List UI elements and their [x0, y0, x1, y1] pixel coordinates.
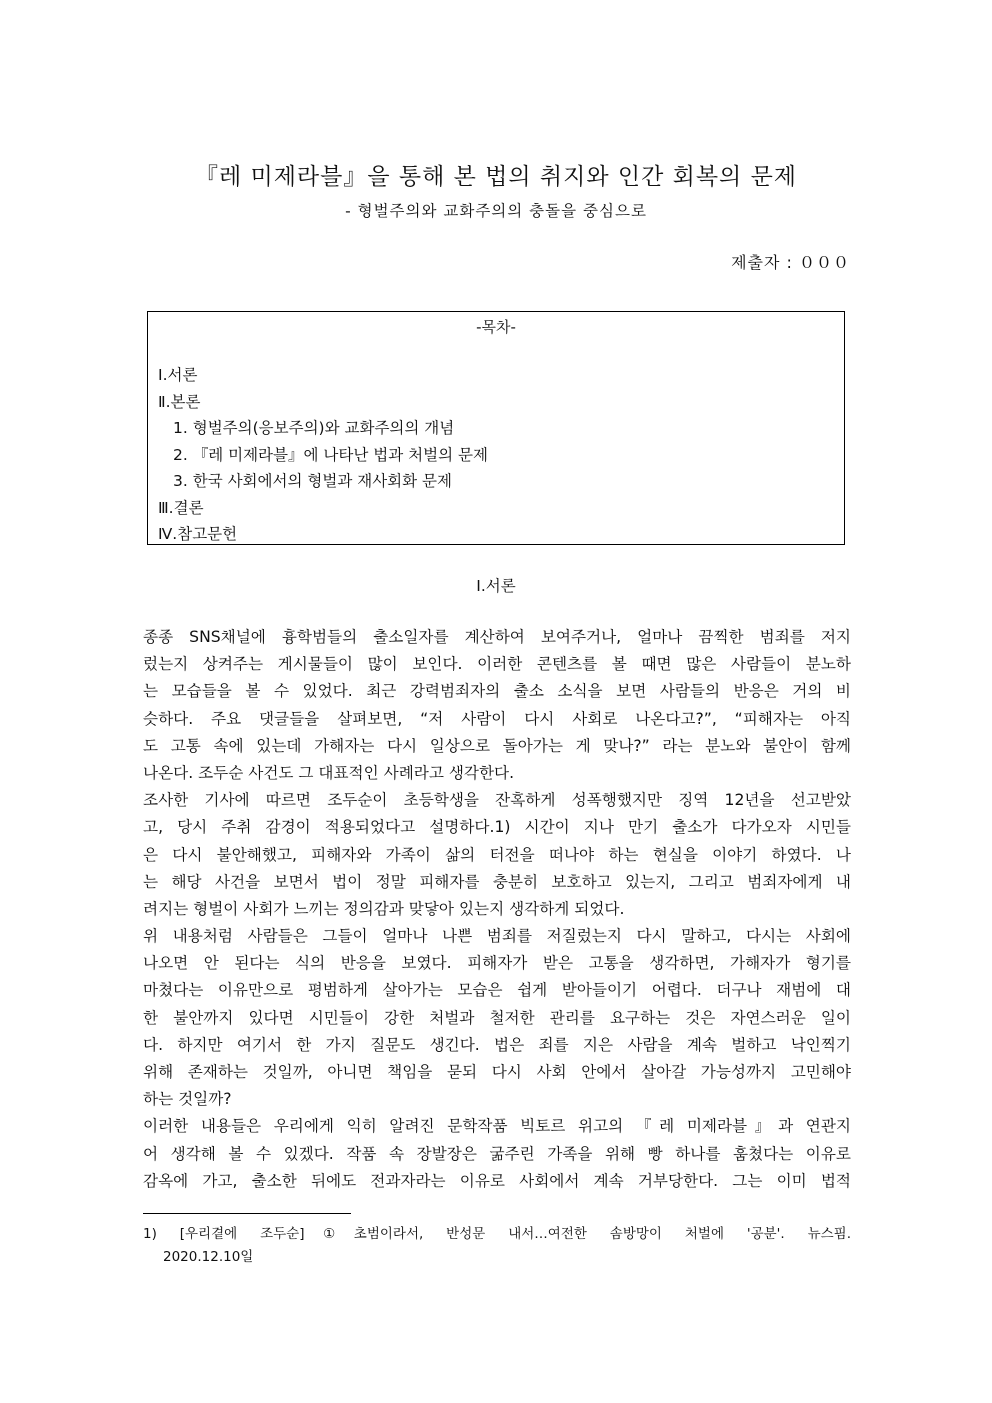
footnote-line: 2020.12.10일 — [163, 1249, 254, 1265]
toc-item-conclusion: Ⅲ.결론 — [158, 498, 204, 517]
toc-item-main-body: Ⅱ.본론 — [158, 392, 201, 411]
body-line: 위 내용처럼 사람들은 그들이 얼마나 나쁜 범죄를 저질렀는지 다시 말하고, 다시는 사회에 — [143, 927, 851, 946]
body-line: 마쳤다는 이유만으로 평범하게 살아가는 모습은 쉽게 받아들이기 어렵다. 더구나 재범에 대 — [143, 981, 851, 1000]
body-line: 감옥에 가고, 출소한 뒤에도 전과자라는 이유로 사회에서 계속 거부당한다. 그는 이미 법적 — [143, 1171, 851, 1190]
section-body — [143, 624, 851, 1195]
toc-item-concepts: 1. 형벌주의(응보주의)와 교화주의의 개념 — [173, 419, 455, 437]
body-line: 다. 하지만 여기서 한 가지 질문도 생긴다. 법은 죄를 지은 사람을 계속 벌하고 낙인찍기 — [143, 1035, 851, 1054]
toc-item-introduction: Ⅰ.서론 — [158, 366, 198, 384]
body-line: 조사한 기사에 따르면 조두순이 초등학생을 잔혹하게 성폭행했지만 징역 12년을 선고받았 — [143, 791, 851, 810]
footnote — [143, 1223, 851, 1269]
body-line: 하는 것일까? — [143, 1090, 232, 1109]
toc-list — [158, 362, 488, 548]
body-line: 고, 당시 주취 감경이 적용되었다고 설명하다.1) 시간이 지나 만기 출소가 다가오자 시민들 — [143, 818, 851, 837]
body-line: 종종 SNS채널에 흉학범들의 출소일자를 계산하여 보여주거나, 얼마나 끔찍한 범죄를 저지 — [143, 628, 851, 646]
toc-item-korean-society: 3. 한국 사회에서의 형벌과 재사회화 문제 — [173, 472, 452, 490]
toc-item-references: Ⅳ.참고문헌 — [158, 525, 238, 543]
body-line: 나온다. 조두순 사건도 그 대표적인 사례라고 생각한다. — [143, 763, 515, 782]
author-line: 제출자 : ０００ — [731, 253, 850, 272]
body-line: 는 해당 사건을 보면서 법이 정말 피해자를 충분히 보호하고 있는지, 그리고 범죄자에게 내 — [143, 872, 851, 891]
body-line: 이러한 내용들은 우리에게 익히 알려진 문학작품 빅토르 위고의 『레 미제라블』과 연관지 — [143, 1117, 851, 1136]
toc-item-les-miserables: 2. 『레 미제라블』에 나타난 법과 처벌의 문제 — [173, 445, 488, 464]
body-line: 는 모습들을 볼 수 있었다. 최근 강력범죄자의 출소 소식을 보면 사람들의 반응은 거의 비 — [143, 682, 851, 701]
body-line: 은 다시 불안해했고, 피해자와 가족이 삶의 터전을 떠나야 하는 현실을 이야기 하였다. 나 — [143, 845, 851, 864]
body-line: 한 불안까지 있다면 시민들이 강한 처벌과 철저한 관리를 요구하는 것은 자연스러운 일이 — [143, 1008, 851, 1027]
body-line: 어 생각해 볼 수 있겠다. 작품 속 장발장은 굶주린 가족을 위해 빵 하나를 훔쳤다는 이유로 — [143, 1144, 851, 1163]
table-of-contents — [147, 311, 845, 545]
section-heading: Ⅰ.서론 — [476, 577, 516, 595]
body-line: 렀는지 상켜주는 게시물들이 많이 보인다. 이러한 콘텐츠를 볼 때면 많은 사람들이 분노하 — [143, 655, 851, 674]
document-title: 『레 미제라블』을 통해 본 법의 취지와 인간 회복의 문제 — [194, 164, 798, 190]
body-line: 위해 존재하는 것일까, 아니면 책임을 묻되 다시 사회 안에서 살아갈 가능성까지 고민해야 — [143, 1063, 851, 1081]
footnote-divider — [143, 1213, 351, 1214]
body-line: 려지는 형벌이 사회가 느끼는 정의감과 맞닿아 있는지 생각하게 되었다. — [143, 899, 625, 918]
body-line: 슷하다. 주요 댓글들을 살펴보면, “저 사람이 다시 사회로 나온다고?”, “피해자는 아직 — [143, 709, 851, 728]
document-subtitle: - 형벌주의와 교화주의의 충돌을 중심으로 — [345, 202, 647, 220]
body-line: 도 고통 속에 있는데 가해자는 다시 일상으로 돌아가는 게 맞나?” 라는 분노와 불안이 함께 — [143, 736, 851, 755]
body-line: 나오면 안 된다는 식의 반응을 보였다. 피해자가 받은 고통을 생각하면, 가해자가 형기를 — [143, 954, 851, 973]
footnote-line: 1) [우리곁에 조두순]①초범이라서, 반성문 내서…여전한 솜방망이 처벌에 '공분'. 뉴스핌. — [143, 1226, 851, 1242]
toc-heading: -목차- — [476, 318, 516, 336]
